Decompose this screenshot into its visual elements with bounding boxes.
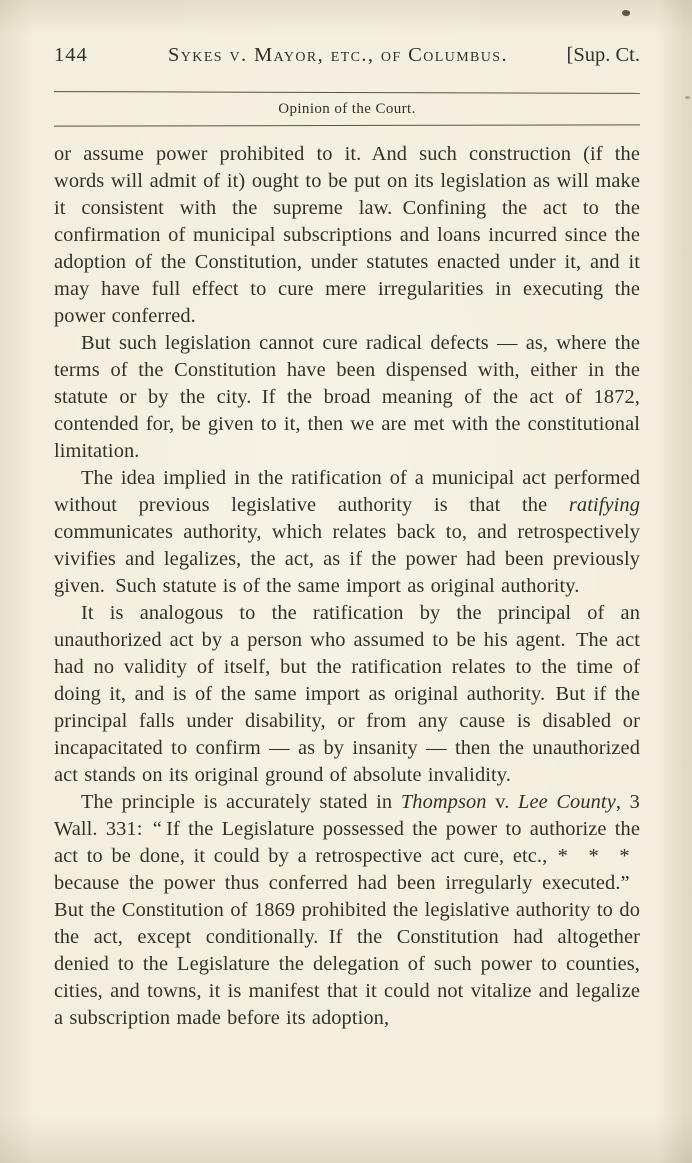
- section-heading: Opinion of the Court.: [278, 101, 416, 117]
- paper-speck: [621, 9, 630, 17]
- court-label: [Sup. Ct.: [566, 44, 640, 66]
- body-text: [54, 141, 640, 1032]
- italic-text: Lee County: [518, 791, 616, 813]
- page-header: [54, 44, 640, 67]
- text-run: , 3 Wall. 331: “ If the Legislature possessed the power to authorize the act to be done, it could by a retrospective act cure, etc., * * * because the power thus conferred had been irregularly executed.” But the Constitution of 1869 prohibited the legislative authority to do the act, except conditionally. If the Constitution had altogether denied to the Legislature the delegation of such power to counties, cities, and towns, it is manifest that it could not vitalize and legalize a subscription made before its adoption,: [54, 791, 640, 1029]
- text-run: It is analogous to the ratification by the principal of an unauthorized act by a person who assumed to be his agent. The act had no validity of itself, but the ratification relates to the time of doing it, and is of the same import as original authority. But if the principal falls under disability, or from any cause is disabled or incapacitated to confirm — as by insanity — then the unauthorized act stands on its original ground of absolute invalidity.: [54, 602, 640, 786]
- text-run: communicates authority, which relates back to, and retrospectively vivifies and legalizes, the act, as if the power had been previously given. Such statute is of the same import as original authority.: [54, 521, 640, 597]
- paragraph: [54, 330, 640, 465]
- header-rule-top: [54, 91, 640, 94]
- paragraph: [54, 600, 640, 789]
- header-rule-bottom: [54, 124, 640, 126]
- paragraph: [54, 789, 640, 1032]
- running-title: Sykes v. Mayor, etc., of Columbus.: [168, 44, 508, 66]
- page-number: 144: [54, 44, 88, 66]
- italic-text: Thompson: [400, 791, 487, 813]
- text-run: The principle is accurately stated in: [81, 791, 401, 813]
- paper-speck: [685, 96, 690, 99]
- paragraph: [54, 465, 640, 600]
- paragraph: [54, 141, 640, 330]
- text-run: The idea implied in the ratification of a municipal act performed without previous legislative authority is that the: [54, 467, 640, 516]
- text-run: or assume power prohibited to it. And such construction (if the words will admit of it) ought to be put on its legislation as will make it consistent with the supreme law. Confining the act to the confirmation of municipal subscriptions and loans incurred since the adoption of the Constitution, under statutes enacted under it, and it may have full effect to cure mere irregularities in executing the power conferred.: [54, 143, 640, 327]
- text-run: But such legislation cannot cure radical defects — as, where the terms of the Constitution have been dispensed with, either in the statute or by the city. If the broad meaning of the act of 1872, contended for, be given to it, then we are met with the constitutional limitation.: [54, 332, 640, 462]
- text-run: v.: [486, 791, 518, 813]
- italic-text: ratifying: [568, 494, 640, 516]
